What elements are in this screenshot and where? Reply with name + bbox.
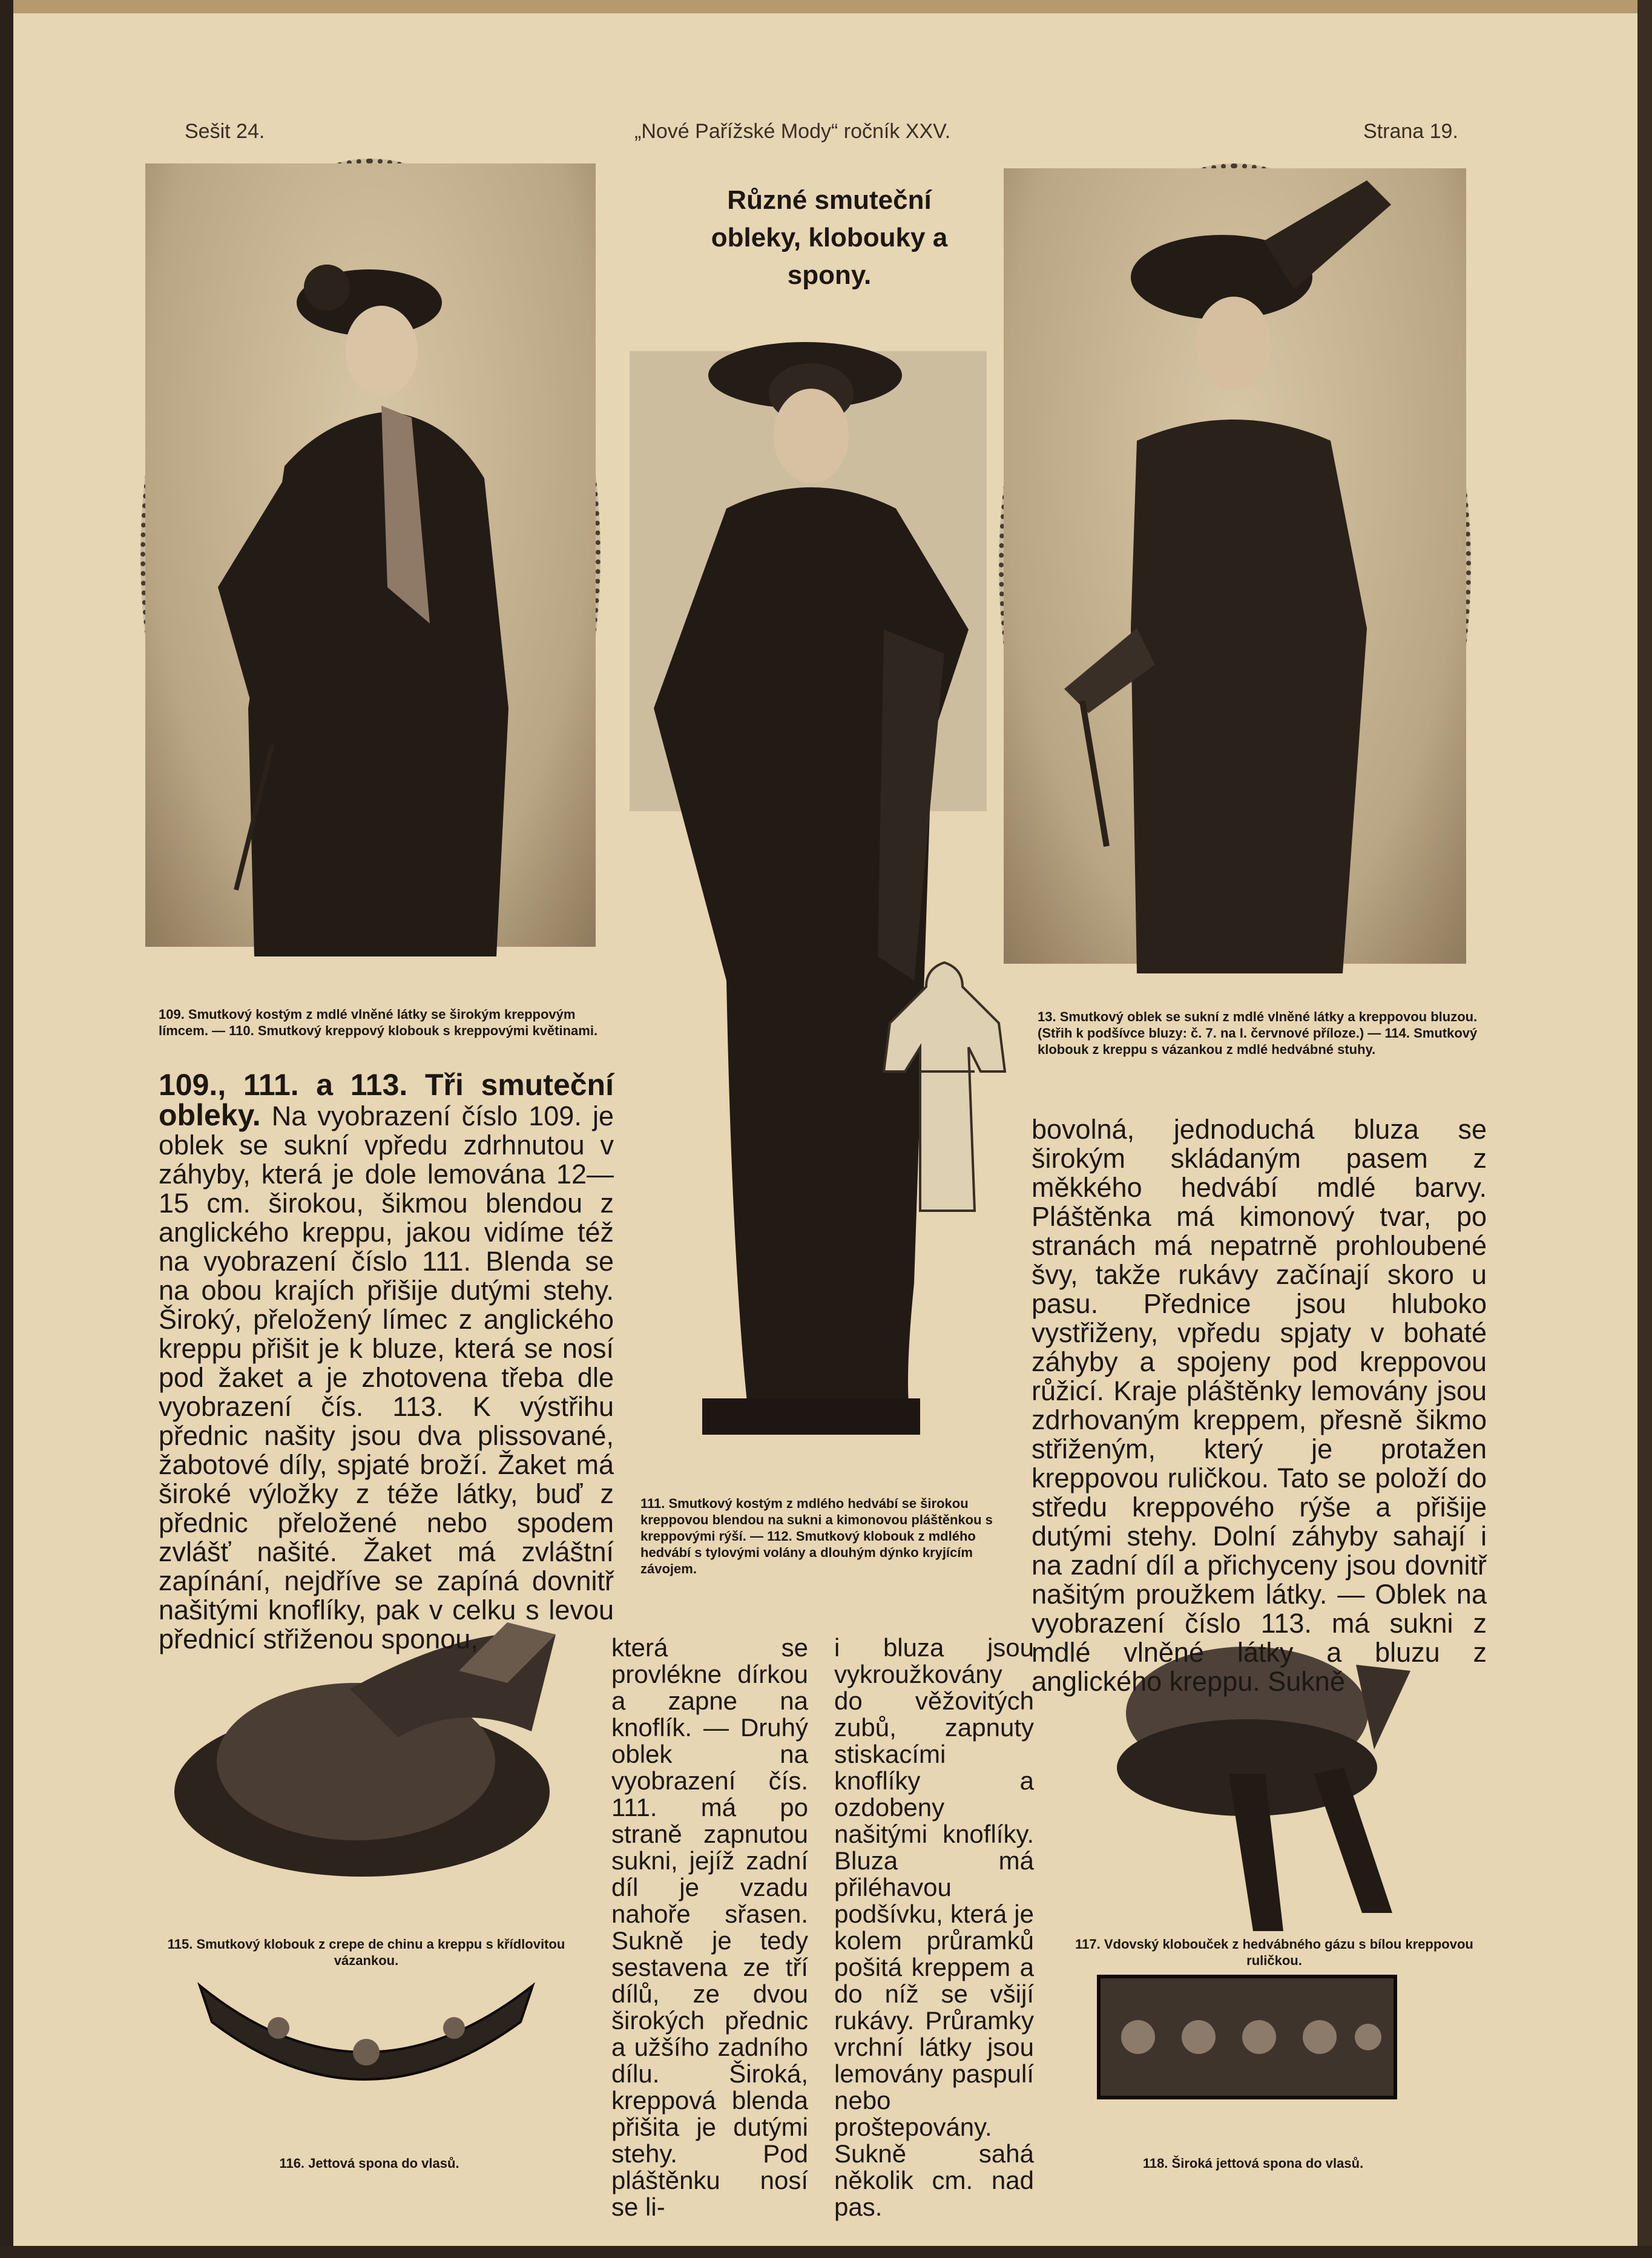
article-column-3: i bluza jsou vykroužkovány do věžovitých zubů, zapnuty stiskacími knoflíky a ozdobeny našitými knoflíky. Bluza má přiléhavou podšívku, která je kolem průramků pošitá kreppem a do níž se všijí rukávy. Průramky vrchní látky jsou lemovány paspulí nebo proštepovány. Sukně sahá několik cm. nad pas. <box>834 1633 1034 2221</box>
article-column-1-text: Na vyobrazení číslo 109. je oblek se sukní vpředu zdrhnutou v záhyby, která je dole lemována 12—15 cm. širokou, šikmou blendou z anglického kreppu, jakou vidíme též na vyobrazení číslo 111. Blenda se na obou krajích přišije dutými stehy. Široký, přeložený límec z anglického kreppu přišit je k bluze, která se nosí pod žaket a je zhotovena třeba dle vyobrazení čís. 113. K výstřihu přednic našity jsou dva plissované, žabotové díly, spjaté broží. Žaket má široké výložky z téže látky, buď z přednic přeložené nebo spodem zvlášť našité. Žaket má zvláštní zapínání, nejdříve se zapíná dovnitř našitými knoflíky, pak v celku s levou přednicí střiženou sponou, <box>159 1101 614 1654</box>
page-right-edge <box>1637 0 1652 2258</box>
woman-in-silk-mourning-dress-illustration <box>630 315 987 1465</box>
article-column-2: která se provlékne dírkou a zapne na knoflík. — Druhý oblek na vyobrazení čís. 111. má po straně zapnutou sukni, jejíž zadní díl je vzadu nahoře sřasen. Sukně je tedy sestavena ze tří dílů, ze dvou širokých přednic a užšího zadního dílu. Široká, kreppová blenda přišita je dutými stehy. Pod pláštěnku nosí se li- <box>611 1633 808 2221</box>
hair-clasp-118-photo <box>1096 1973 1398 2101</box>
article-column-4: bovolná, jednoduchá bluza se širokým skládaným pasem z měkkého hedvábí mdlé barvy. Pláštěnka má kimonový tvar, po stranách má nepatrně prohloubené švy, takže rukávy začínají skoro u pasu. Přednice jsou hluboko vystřiženy, vpředu spjaty v bohaté záhyby a spojeny pod kreppovou růžicí. Kraje pláštěnky lemovány jsou zdrhovaným kreppem, přesně šikmo střiženým, který je protažen kreppovou ruličkou. Tato se položí do středu kreppového rýše a přišije dutými stehy. Dolní záhyby sahají i na zadní díl a přichyceny jsou dovnitř našitým proužkem látky. — Oblek na vyobrazení číslo 113. má sukni z mdlé vlněné látky a bluzu z anglického kreppu. Sukně <box>1032 1114 1487 1697</box>
page-title: Různé smuteční obleky, klobouky a spony. <box>711 185 948 290</box>
article-column-1 <box>159 1068 614 1654</box>
caption-116: 116. Jettová spona do vlasů. <box>279 2156 459 2171</box>
caption-117: 117. Vdovský klobouček z hedvábného gázu s bílou kreppovou ruličkou. <box>1075 1937 1473 1968</box>
header-magazine: „Nové Pařížské Mody“ ročník XXV. <box>634 120 951 143</box>
page-top-edge <box>0 0 1652 13</box>
pattern-sketch <box>878 950 1011 1235</box>
page-left-edge <box>0 0 13 2258</box>
caption-113-114: 13. Smutkový oblek se sukní z mdlé vlněné látky a kreppovou bluzou. (Střih k podšívce bluzy: č. 7. na I. červnové příloze.) — 114. Smutkový klobouk z kreppu s vázankou z mdlé hedvábné stuhy. <box>1038 1009 1478 1057</box>
woman-in-crepe-blouse-illustration <box>1004 168 1476 973</box>
caption-118: 118. Široká jettová spona do vlasů. <box>1142 2156 1364 2171</box>
header-issue: Sešit 24. <box>185 120 265 143</box>
caption-111-112: 111. Smutkový kostým z mdlého hedvábí se širokou kreppovou blendou na sukni a kimonovou pláštěnkou s kreppovými rýší. — 112. Smutkový klobouk z mdlého hedvábí s tylovými volány a dlouhým dýnko kryjícím závojem. <box>640 1496 993 1576</box>
hair-clasp-116-photo <box>194 1961 539 2101</box>
caption-109-110: 109. Smutkový kostým z mdlé vlněné látky se širokým kreppovým límcem. — 110. Smutkový kreppový klobouk s kreppovými květinami. <box>159 1007 598 1038</box>
figure-111-photo <box>630 315 987 1465</box>
dress-back-view-sketch <box>878 950 1011 1235</box>
jet-hair-clasp-illustration <box>194 1961 539 2101</box>
figure-113-photo <box>999 163 1471 969</box>
figure-109-photo <box>140 159 601 952</box>
caption-115: 115. Smutkový klobouk z crepe de chinu a kreppu s křídlovitou vázankou. <box>167 1937 565 1968</box>
wide-jet-clasp-illustration <box>1096 1973 1398 2101</box>
article-heading: 109., 111. a 113. Tři smuteční obleky. <box>159 1068 614 1132</box>
header-page: Strana 19. <box>1363 120 1458 143</box>
woman-in-mourning-suit-illustration <box>145 163 605 956</box>
page-bottom-edge <box>0 2246 1652 2258</box>
